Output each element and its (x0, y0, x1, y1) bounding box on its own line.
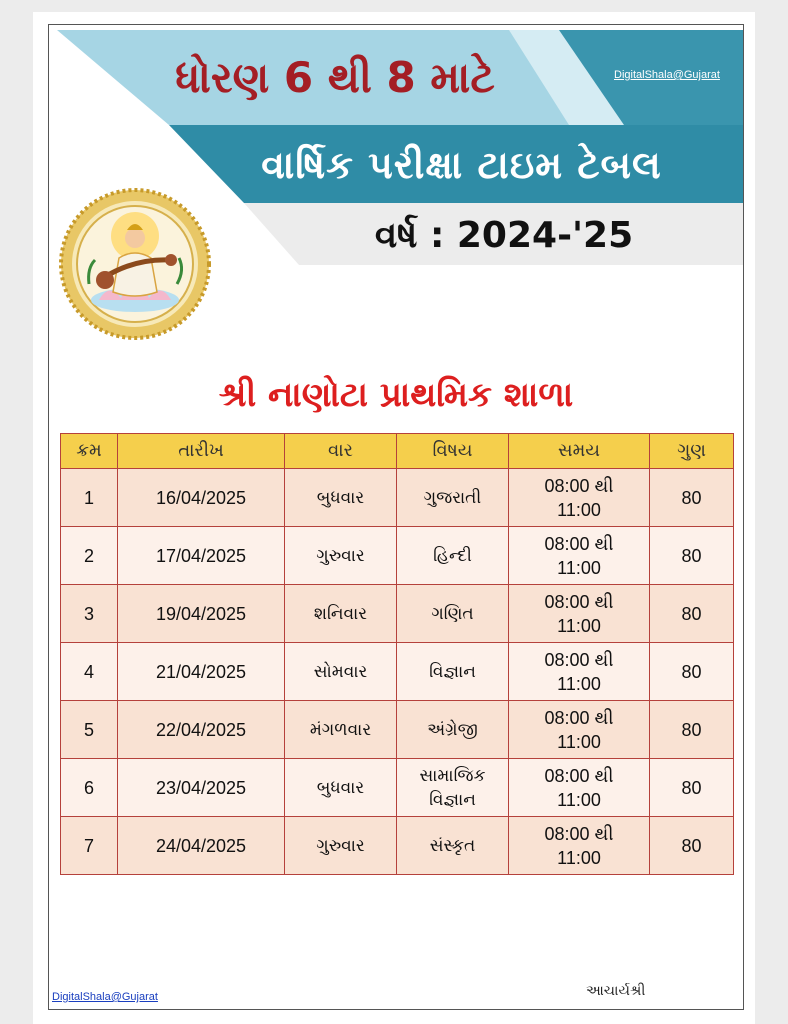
cell-time (509, 817, 650, 875)
time-to: 11:00 (557, 673, 601, 694)
title-annual-exam-timetable: વાર્ષિક પરીક્ષા ટાઇમ ટેબલ (261, 143, 662, 187)
cell-day: બુધવાર (285, 759, 397, 817)
column-header-serial: ક્રમ (61, 434, 118, 469)
cell-marks: 80 (650, 817, 734, 875)
cell-day: ગુરુવાર (285, 817, 397, 875)
cell-subject: વિજ્ઞાન (397, 643, 509, 701)
credit-link-bottom[interactable]: DigitalShala@Gujarat (52, 991, 158, 1003)
time-from: 08:00 થી (544, 475, 614, 496)
cell-marks: 80 (650, 527, 734, 585)
credit-link-top[interactable]: DigitalShala@Gujarat (614, 69, 720, 81)
time-to: 11:00 (557, 615, 601, 636)
cell-day: શનિવાર (285, 585, 397, 643)
saraswati-medallion-icon (59, 188, 211, 340)
title-grade-range: ધોરણ 6 થી 8 માટે (175, 53, 495, 102)
cell-serial: 1 (61, 469, 118, 527)
cell-subject: ગણિત (397, 585, 509, 643)
cell-serial: 7 (61, 817, 118, 875)
cell-subject: અંગ્રેજી (397, 701, 509, 759)
cell-time (509, 643, 650, 701)
time-from: 08:00 થી (544, 591, 614, 612)
cell-date: 17/04/2025 (118, 527, 285, 585)
cell-subject: હિન્દી (397, 527, 509, 585)
table-row (61, 701, 734, 759)
table-row (61, 817, 734, 875)
column-header-marks: ગુણ (650, 434, 734, 469)
time-from: 08:00 થી (544, 707, 614, 728)
cell-time (509, 759, 650, 817)
cell-date: 24/04/2025 (118, 817, 285, 875)
table-row (61, 585, 734, 643)
table-row (61, 643, 734, 701)
cell-time (509, 585, 650, 643)
cell-date: 21/04/2025 (118, 643, 285, 701)
cell-serial: 3 (61, 585, 118, 643)
time-to: 11:00 (557, 847, 601, 868)
cell-time (509, 701, 650, 759)
time-from: 08:00 થી (544, 823, 614, 844)
cell-date: 19/04/2025 (118, 585, 285, 643)
cell-marks: 80 (650, 585, 734, 643)
table-row (61, 469, 734, 527)
time-to: 11:00 (557, 557, 601, 578)
cell-time (509, 527, 650, 585)
column-header-date: તારીખ (118, 434, 285, 469)
cell-day: બુધવાર (285, 469, 397, 527)
table-row (61, 527, 734, 585)
cell-marks: 80 (650, 469, 734, 527)
cell-marks: 80 (650, 643, 734, 701)
principal-signature-label: આચાર્યશ્રી (586, 983, 646, 999)
table-header-row (61, 434, 734, 469)
time-from: 08:00 થી (544, 649, 614, 670)
cell-marks: 80 (650, 701, 734, 759)
cell-time (509, 469, 650, 527)
cell-date: 23/04/2025 (118, 759, 285, 817)
exam-timetable (60, 433, 734, 875)
time-from: 08:00 થી (544, 765, 614, 786)
cell-date: 16/04/2025 (118, 469, 285, 527)
cell-serial: 6 (61, 759, 118, 817)
column-header-day: વાર (285, 434, 397, 469)
cell-subject: સંસ્કૃત (397, 817, 509, 875)
academic-year: વર્ષ : 2024-'25 (374, 215, 634, 256)
cell-marks: 80 (650, 759, 734, 817)
cell-subject: સામાજિક વિજ્ઞાન (397, 759, 509, 817)
column-header-subject: વિષય (397, 434, 509, 469)
cell-serial: 5 (61, 701, 118, 759)
cell-subject: ગુજરાતી (397, 469, 509, 527)
time-from: 08:00 થી (544, 533, 614, 554)
cell-serial: 2 (61, 527, 118, 585)
time-to: 11:00 (557, 789, 601, 810)
column-header-time: સમય (509, 434, 650, 469)
cell-day: સોમવાર (285, 643, 397, 701)
cell-date: 22/04/2025 (118, 701, 285, 759)
cell-day: મંગળવાર (285, 701, 397, 759)
table-row (61, 759, 734, 817)
document-frame (48, 24, 744, 1010)
school-name: શ્રી નાણોટા પ્રાથમિક શાળા (218, 375, 574, 415)
time-to: 11:00 (557, 731, 601, 752)
time-to: 11:00 (557, 499, 601, 520)
cell-day: ગુરુવાર (285, 527, 397, 585)
cell-serial: 4 (61, 643, 118, 701)
